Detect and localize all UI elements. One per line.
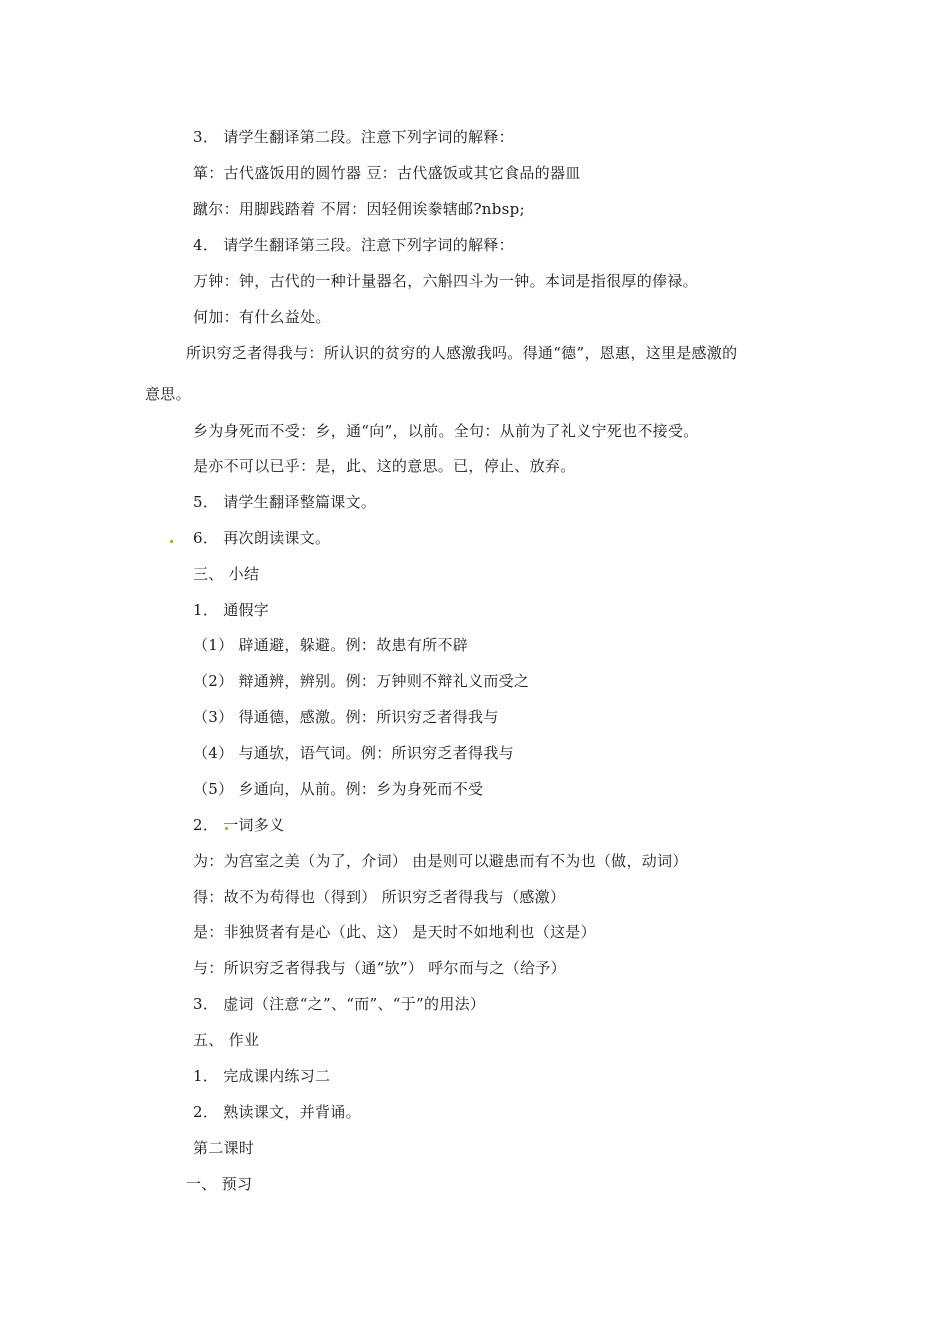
homework-2: 2． 熟读课文，并背诵。 <box>193 1103 361 1121</box>
section-summary-heading: 三、 小结 <box>193 565 260 583</box>
summary-1-tongjiazi: 1． 通假字 <box>193 601 270 619</box>
tongjiazi-3: （3） 得通德，感激。例：所识穷乏者得我与 <box>193 708 499 726</box>
polysemy-de: 得：故不为苟得也（得到） 所识穷乏者得我与（感激） <box>193 888 566 906</box>
gloss-cuer-buxie: 蹴尔：用脚践踏着 不屑：因轻佣诶豢辖邮?nbsp; <box>193 200 525 218</box>
marker-dot <box>170 540 173 543</box>
gloss-wanzhong: 万钟：钟，古代的一种计量器名，六斛四斗为一钟。本词是指很厚的俸禄。 <box>193 272 698 290</box>
polysemy-yu: 与：所识穷乏者得我与（通“欤”） 呼尔而与之（给予） <box>193 959 566 977</box>
item-5-translate-whole: 5． 请学生翻译整篇课文。 <box>193 493 377 511</box>
gloss-suoshi-line2: 意思。 <box>145 385 191 403</box>
tongjiazi-4: （4） 与通欤，语气词。例：所识穷乏者得我与 <box>193 744 514 762</box>
polysemy-shi: 是：非独贤者有是心（此、这） 是天时不如地利也（这是） <box>193 923 596 941</box>
gloss-suoshi-line1: 所识穷乏者得我与：所认识的贫穷的人感激我吗。得通“德”，恩惠，这里是感激的 <box>186 344 738 362</box>
polysemy-wei: 为：为宫室之美（为了，介词） 由是则可以避患而有不为也（做，动词） <box>193 852 688 870</box>
gloss-shiyi: 是亦不可以已乎：是，此、这的意思。已，停止、放弃。 <box>193 457 576 475</box>
tongjiazi-1: （1） 辟通避，躲避。例：故患有所不辟 <box>193 636 469 654</box>
homework-1: 1． 完成课内练习二 <box>193 1067 331 1085</box>
item-6-reread: 6． 再次朗读课文。 <box>193 529 331 547</box>
gloss-dan-dou: 箪：古代盛饭用的圆竹器 豆：古代盛饭或其它食品的器皿 <box>193 164 581 182</box>
summary-2-polysemy: 2． 一词多义 <box>193 816 285 834</box>
item-4-translate-paragraph-3: 4． 请学生翻译第三段。注意下列字词的解释： <box>193 236 514 254</box>
gloss-xiang: 乡为身死而不受：乡，通“向”，以前。全句：从前为了礼义宁死也不接受。 <box>193 422 699 440</box>
summary-3-function-words: 3． 虚词（注意“之”、“而”、“于”的用法） <box>193 995 486 1013</box>
gloss-hejia: 何加：有什幺益处。 <box>193 308 331 326</box>
tongjiazi-5: （5） 乡通向，从前。例：乡为身死而不受 <box>193 780 484 798</box>
tongjiazi-2: （2） 辩通辨，辨别。例：万钟则不辩礼义而受之 <box>193 672 530 690</box>
second-lesson-heading: 第二课时 <box>193 1139 255 1157</box>
section-preview-heading: 一、 预习 <box>186 1175 253 1193</box>
section-homework-heading: 五、 作业 <box>193 1031 260 1049</box>
item-3-translate-paragraph-2: 3． 请学生翻译第二段。注意下列字词的解释： <box>193 128 514 146</box>
